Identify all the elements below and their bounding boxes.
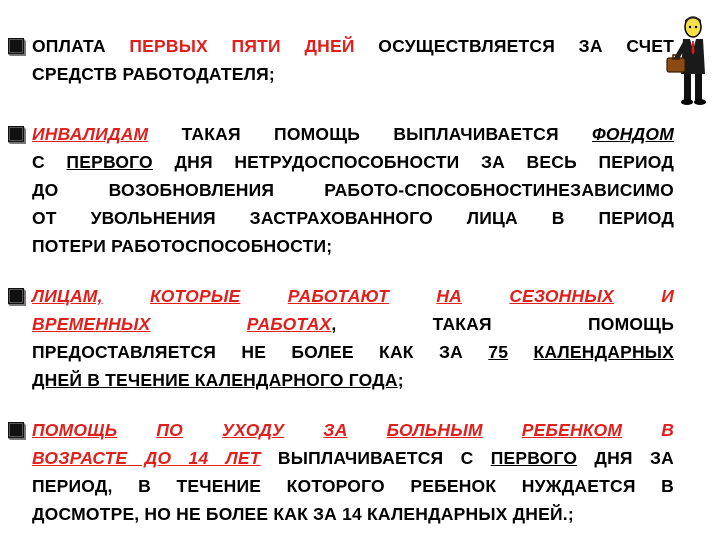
paragraph-child-care: [32, 416, 674, 528]
text-segment: [614, 286, 661, 306]
text-line: [32, 60, 674, 88]
text-line: [32, 310, 674, 338]
paragraph-seasonal-workers: [32, 282, 674, 394]
text-line: [32, 148, 674, 176]
underlined-text: ВОЗРАСТЕ ДО 14 ЛЕТ: [32, 448, 261, 468]
text-segment: ОПЛАТА: [32, 36, 130, 56]
text-line: [32, 204, 674, 232]
underlined-text: РАБОТАХ: [246, 314, 332, 334]
text-segment: [183, 420, 222, 440]
text-segment: ДОСМОТРЕ, НО НЕ БОЛЕЕ КАК ЗА 14 КАЛЕНДАРНЫХ ДНЕЙ.;: [32, 504, 574, 524]
text-line: [32, 232, 674, 260]
underlined-text: БОЛЬНЫМ: [386, 420, 483, 440]
text-segment: И: [661, 286, 675, 306]
checkbox-bullet-icon: [7, 120, 29, 148]
businessman-with-briefcase-icon: [664, 14, 714, 106]
text-line: [32, 32, 674, 60]
text-line: [32, 120, 674, 148]
underlined-text: НА: [436, 286, 463, 306]
text-segment: [462, 286, 509, 306]
checkbox-bullet-icon: [7, 416, 29, 444]
text-line: [32, 176, 674, 204]
text-line: [32, 500, 674, 528]
underlined-text: ВРЕМЕННЫХ: [32, 314, 151, 334]
text-segment: [150, 314, 246, 334]
text-segment: ПРЕДОСТАВЛЯЕТСЯ НЕ БОЛЕЕ КАК ЗА: [32, 342, 489, 362]
underlined-text: РЕБЕНКОМ: [521, 420, 623, 440]
underlined-text: ПЕРВОГО: [490, 448, 578, 468]
underlined-text: РАБОТАЮТ: [287, 286, 390, 306]
text-segment: ДО ВОЗОБНОВЛЕНИЯ РАБОТО-СПОСОБНОСТИНЕЗАВИСИМО: [32, 180, 674, 200]
text-segment: ДНЯ ЗА: [577, 448, 674, 468]
text-line: [32, 416, 674, 444]
text-segment: ;: [397, 370, 404, 390]
text-segment: СРЕДСТВ РАБОТОДАТЕЛЯ;: [32, 64, 275, 84]
underlined-text: ИНВАЛИДАМ: [32, 124, 149, 144]
underlined-text: ПО: [156, 420, 183, 440]
underlined-text: ПОМОЩЬ: [32, 420, 118, 440]
text-segment: ПОТЕРИ РАБОТОСПОСОБНОСТИ;: [32, 236, 333, 256]
underlined-text: УХОДУ: [222, 420, 285, 440]
text-segment: [389, 286, 436, 306]
text-segment: ПЕРВЫХ ПЯТИ ДНЕЙ: [129, 36, 355, 56]
text-segment: [103, 286, 150, 306]
text-line: [32, 338, 674, 366]
underlined-text: ДНЕЙ В ТЕЧЕНИЕ КАЛЕНДАРНОГО ГОДА: [32, 370, 398, 390]
underlined-text: ЗА: [323, 420, 348, 440]
text-segment: С: [32, 152, 67, 172]
text-segment: [348, 420, 387, 440]
underlined-text: КАЛЕНДАРНЫХ: [533, 342, 674, 362]
text-line: [32, 444, 674, 472]
paragraph-disabled-persons: [32, 120, 674, 260]
text-segment: [117, 420, 156, 440]
text-segment: [508, 342, 533, 362]
text-line: [32, 366, 674, 394]
text-line: [32, 472, 674, 500]
paragraph-employer-payment: [32, 32, 674, 88]
text-segment: [284, 420, 323, 440]
text-line: [32, 282, 674, 310]
text-segment: ОТ УВОЛЬНЕНИЯ ЗАСТРАХОВАННОГО ЛИЦА В ПЕРИОД: [32, 208, 674, 228]
underlined-text: КОТОРЫЕ: [149, 286, 241, 306]
text-segment: [240, 286, 287, 306]
text-segment: ТАКАЯ ПОМОЩЬ ВЫПЛАЧИВАЕТСЯ: [148, 124, 593, 144]
text-segment: [483, 420, 522, 440]
checkbox-bullet-icon: [7, 32, 29, 60]
underlined-text: ФОНДОМ: [592, 124, 674, 144]
underlined-text: СЕЗОННЫХ: [509, 286, 614, 306]
checkbox-bullet-icon: [7, 282, 29, 310]
text-segment: ВЫПЛАЧИВАЕТСЯ С: [260, 448, 491, 468]
text-segment: ПЕРИОД, В ТЕЧЕНИЕ КОТОРОГО РЕБЕНОК НУЖДАЕТСЯ В: [32, 476, 674, 496]
text-segment: ОСУЩЕСТВЛЯЕТСЯ ЗА СЧЕТ: [354, 36, 674, 56]
text-segment: , ТАКАЯ ПОМОЩЬ: [331, 314, 674, 334]
text-segment: [622, 420, 661, 440]
underlined-text: 75: [488, 342, 509, 362]
underlined-text: ЛИЦАМ,: [32, 286, 103, 306]
text-segment: В: [661, 420, 675, 440]
underlined-text: ПЕРВОГО: [66, 152, 153, 172]
text-segment: ДНЯ НЕТРУДОСПОСОБНОСТИ ЗА ВЕСЬ ПЕРИОД: [152, 152, 674, 172]
